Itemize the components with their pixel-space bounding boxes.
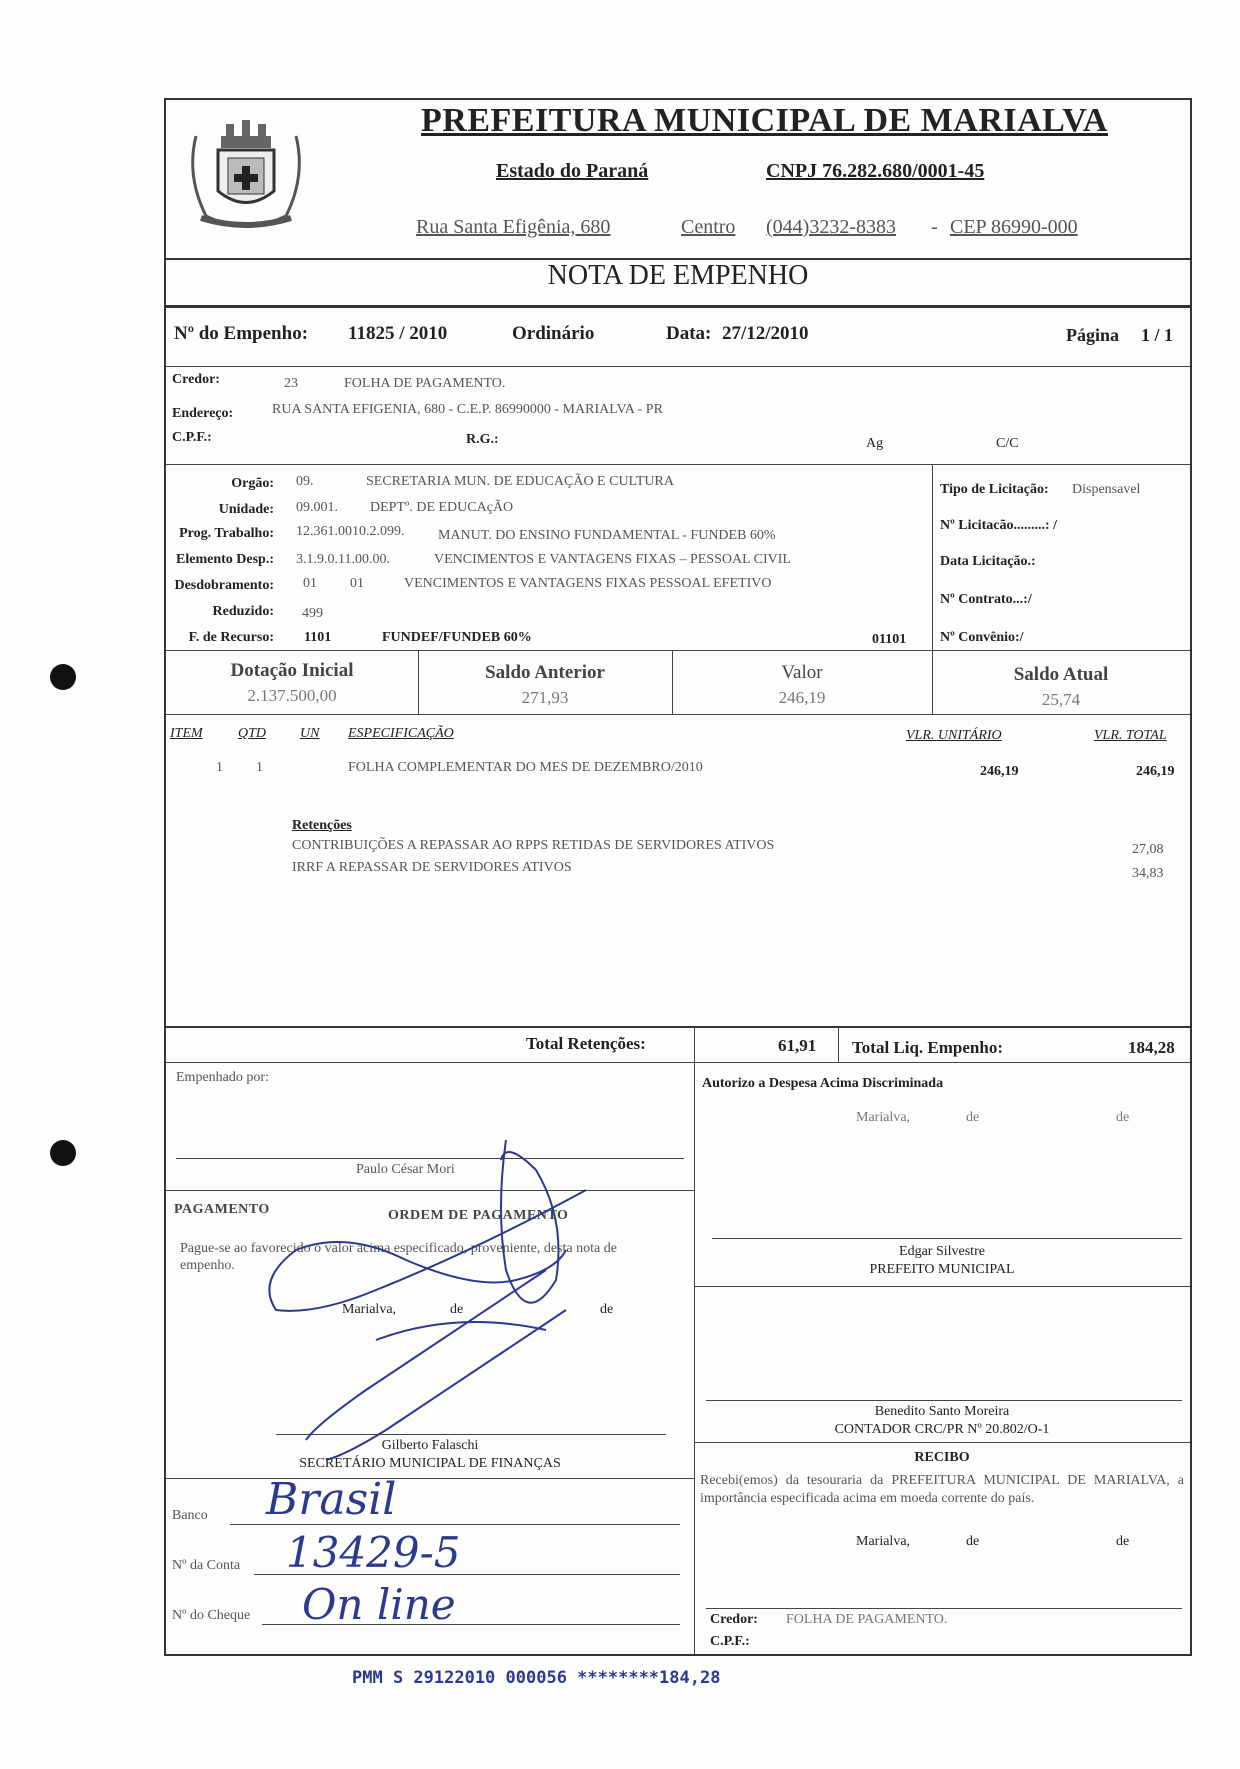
valor-label: Valor — [781, 662, 823, 683]
recurso-code: 1101 — [304, 630, 332, 645]
cheque-handwritten: On line — [302, 1580, 456, 1629]
total-retencoes-label: Total Retenções: — [526, 1034, 646, 1053]
recibo-de-2: de — [1116, 1534, 1130, 1549]
retencao-2-text: IRRF A REPASSAR DE SERVIDORES ATIVOS — [292, 860, 572, 875]
finance-secretary-title: SECRETÁRIO MUNICIPAL DE FINANÇAS — [299, 1456, 561, 1471]
desdobramento-code2: 01 — [350, 576, 364, 591]
pagamento-city: Marialva, — [342, 1302, 397, 1317]
recibo-credor-name: FOLHA DE PAGAMENTO. — [786, 1612, 948, 1627]
autorizo-de-1: de — [966, 1110, 980, 1125]
prog-code: 12.361.0010.2.099. — [296, 524, 405, 539]
empenho-date: 27/12/2010 — [722, 323, 809, 344]
item-row-total: 246,19 — [1136, 764, 1175, 779]
recurso-name: FUNDEF/FUNDEB 60% — [382, 630, 532, 645]
retencao-2-value: 34,83 — [1132, 866, 1164, 881]
cheque-label: Nº do Cheque — [172, 1608, 251, 1623]
empenho-date-label: Data: — [666, 323, 712, 344]
desdobramento-code1: 01 — [303, 576, 317, 591]
endereco-label: Endereço: — [172, 406, 234, 421]
item-row-spec: FOLHA COMPLEMENTAR DO MES DE DEZEMBRO/2010 — [348, 760, 703, 775]
header-cnpj: CNPJ 76.282.680/0001-45 — [766, 160, 985, 182]
saldo-atual-value: 25,74 — [1041, 690, 1081, 709]
empenhado-por-label: Empenhado por: — [176, 1070, 269, 1085]
elemento-code: 3.1.9.0.11.00.00. — [296, 552, 390, 567]
autorizo-city: Marialva, — [856, 1110, 911, 1125]
numero-convenio: Nº Convênio:/ — [940, 630, 1024, 645]
retencao-1-value: 27,08 — [1132, 842, 1164, 857]
credor-code: 23 — [284, 376, 298, 391]
mayor-title: PREFEITO MUNICIPAL — [869, 1262, 1015, 1277]
col-item-header: ITEM — [170, 726, 203, 741]
header-phone: (044)3232-8383 — [766, 216, 896, 238]
total-liquido-value: 184,28 — [1128, 1038, 1175, 1057]
numero-licitacao: Nº Licitacão.........: / — [940, 518, 1057, 533]
footer-code: PMM S 29122010 000056 ********184,28 — [352, 1668, 721, 1688]
autorizo-label: Autorizo a Despesa Acima Discriminada — [702, 1076, 944, 1091]
col-un-header: UN — [300, 726, 320, 741]
orgao-name: SECRETARIA MUN. DE EDUCAÇÃO E CULTURA — [366, 474, 674, 489]
pagamento-de-2: de — [600, 1302, 614, 1317]
col-total-header: VLR. TOTAL — [1094, 728, 1167, 743]
recurso-extra: 01101 — [872, 632, 907, 647]
prog-label: Prog. Trabalho: — [179, 526, 274, 541]
item-row-unit: 246,19 — [980, 764, 1019, 779]
col-unit-header: VLR. UNITÁRIO — [906, 728, 1002, 743]
elemento-name: VENCIMENTOS E VANTAGENS FIXAS – PESSOAL CIVIL — [434, 552, 791, 567]
conta-label: Nº da Conta — [172, 1558, 241, 1573]
recibo-text: Recebi(emos) da tesouraria da PREFEITURA MUNICIPAL DE MARIALVA, a importância especificada acima em moeda corrente do país. — [700, 1473, 1184, 1506]
municipal-coat-of-arms-icon — [176, 106, 316, 238]
banco-handwritten: Brasil — [266, 1474, 397, 1525]
recibo-cpf-label: C.P.F.: — [710, 1634, 750, 1649]
header-state: Estado do Paraná — [496, 160, 649, 182]
header-dash: - — [931, 216, 938, 238]
ag-label: Ag — [866, 436, 884, 451]
item-row-qtd: 1 — [256, 760, 263, 775]
saldo-anterior-label: Saldo Anterior — [485, 662, 605, 683]
reduzido-label: Reduzido: — [212, 604, 274, 619]
pagamento-text: Pague-se ao favorecido o valor acima especificado, proveniente, desta nota de empenho. — [180, 1241, 617, 1273]
desdobramento-name: VENCIMENTOS E VANTAGENS FIXAS PESSOAL EFETIVO — [404, 576, 772, 591]
autorizo-de-2: de — [1116, 1110, 1130, 1125]
total-liquido-label: Total Liq. Empenho: — [852, 1038, 1003, 1057]
punch-hole-bottom — [50, 1140, 76, 1166]
empenho-type: Ordinário — [512, 323, 595, 344]
recurso-label: F. de Recurso: — [188, 630, 274, 645]
recibo-city: Marialva, — [856, 1534, 911, 1549]
total-retencoes-value: 61,91 — [778, 1036, 817, 1055]
elemento-label: Elemento Desp.: — [176, 552, 274, 567]
unidade-code: 09.001. — [296, 500, 338, 515]
data-licitacao: Data Licitação.: — [940, 554, 1036, 569]
credor-address: RUA SANTA EFIGENIA, 680 - C.E.P. 86990000 - MARIALVA - PR — [272, 402, 663, 417]
credor-name: FOLHA DE PAGAMENTO. — [344, 376, 506, 391]
saldo-atual-label: Saldo Atual — [1013, 664, 1109, 685]
orgao-label: Orgão: — [231, 476, 274, 491]
valor-value: 246,19 — [778, 688, 826, 707]
item-row-item: 1 — [216, 760, 223, 775]
saldo-anterior-value: 271,93 — [521, 688, 569, 707]
desdobramento-label: Desdobramento: — [174, 578, 274, 593]
col-spec-header: ESPECIFICAÇÃO — [348, 726, 454, 741]
recibo-title: RECIBO — [914, 1450, 970, 1465]
unidade-label: Unidade: — [218, 502, 274, 517]
recibo-de-1: de — [966, 1534, 980, 1549]
finance-secretary-name: Gilberto Falaschi — [381, 1438, 479, 1453]
numero-contrato: Nº Contrato...:/ — [940, 592, 1032, 607]
tipo-licitacao-value: Dispensavel — [1072, 482, 1141, 497]
tipo-licitacao-label: Tipo de Licitação: — [940, 482, 1049, 497]
page-number: 1 / 1 — [1141, 325, 1174, 345]
credor-label: Credor: — [172, 372, 220, 387]
conta-handwritten: 13429-5 — [286, 1528, 461, 1577]
empenho-number-label: Nº do Empenho: — [174, 323, 309, 344]
ordem-pagamento-title: ORDEM DE PAGAMENTO — [388, 1208, 569, 1223]
cc-label: C/C — [996, 436, 1019, 451]
orgao-code: 09. — [296, 474, 314, 489]
banco-label: Banco — [172, 1508, 208, 1523]
unidade-name: DEPTº. DE EDUCAçÃO — [370, 500, 514, 515]
dotacao-label: Dotação Inicial — [230, 660, 354, 681]
header-cep: CEP 86990-000 — [950, 216, 1078, 238]
pagamento-label: PAGAMENTO — [174, 1202, 270, 1217]
signature-scribble-icon — [256, 1130, 636, 1470]
accountant-name: Benedito Santo Moreira — [874, 1404, 1010, 1419]
reduzido-value: 499 — [302, 606, 323, 621]
document-title: NOTA DE EMPENHO — [547, 260, 809, 291]
punch-hole-top — [50, 664, 76, 690]
pagamento-de-1: de — [450, 1302, 464, 1317]
nota-de-empenho-document — [164, 98, 1192, 1656]
mayor-name: Edgar Silvestre — [899, 1244, 985, 1259]
col-qtd-header: QTD — [238, 726, 267, 741]
header-title: PREFEITURA MUNICIPAL DE MARIALVA — [421, 102, 1108, 139]
recibo-credor-label: Credor: — [710, 1612, 758, 1627]
cpf-label: C.P.F.: — [172, 430, 212, 445]
dotacao-value: 2.137.500,00 — [247, 686, 337, 705]
empenhado-por-name: Paulo César Mori — [356, 1162, 455, 1177]
prog-name: MANUT. DO ENSINO FUNDAMENTAL - FUNDEB 60% — [438, 528, 776, 543]
retencoes-title: Retenções — [292, 818, 352, 833]
page-label: Página — [1066, 325, 1120, 345]
empenho-number: 11825 / 2010 — [348, 323, 448, 344]
accountant-title: CONTADOR CRC/PR Nº 20.802/O-1 — [834, 1422, 1050, 1437]
rg-label: R.G.: — [466, 432, 499, 447]
header-address: Rua Santa Efigênia, 680 — [416, 216, 611, 238]
header-district: Centro — [681, 216, 736, 238]
retencao-1-text: CONTRIBUIÇÕES A REPASSAR AO RPPS RETIDAS DE SERVIDORES ATIVOS — [292, 838, 775, 853]
